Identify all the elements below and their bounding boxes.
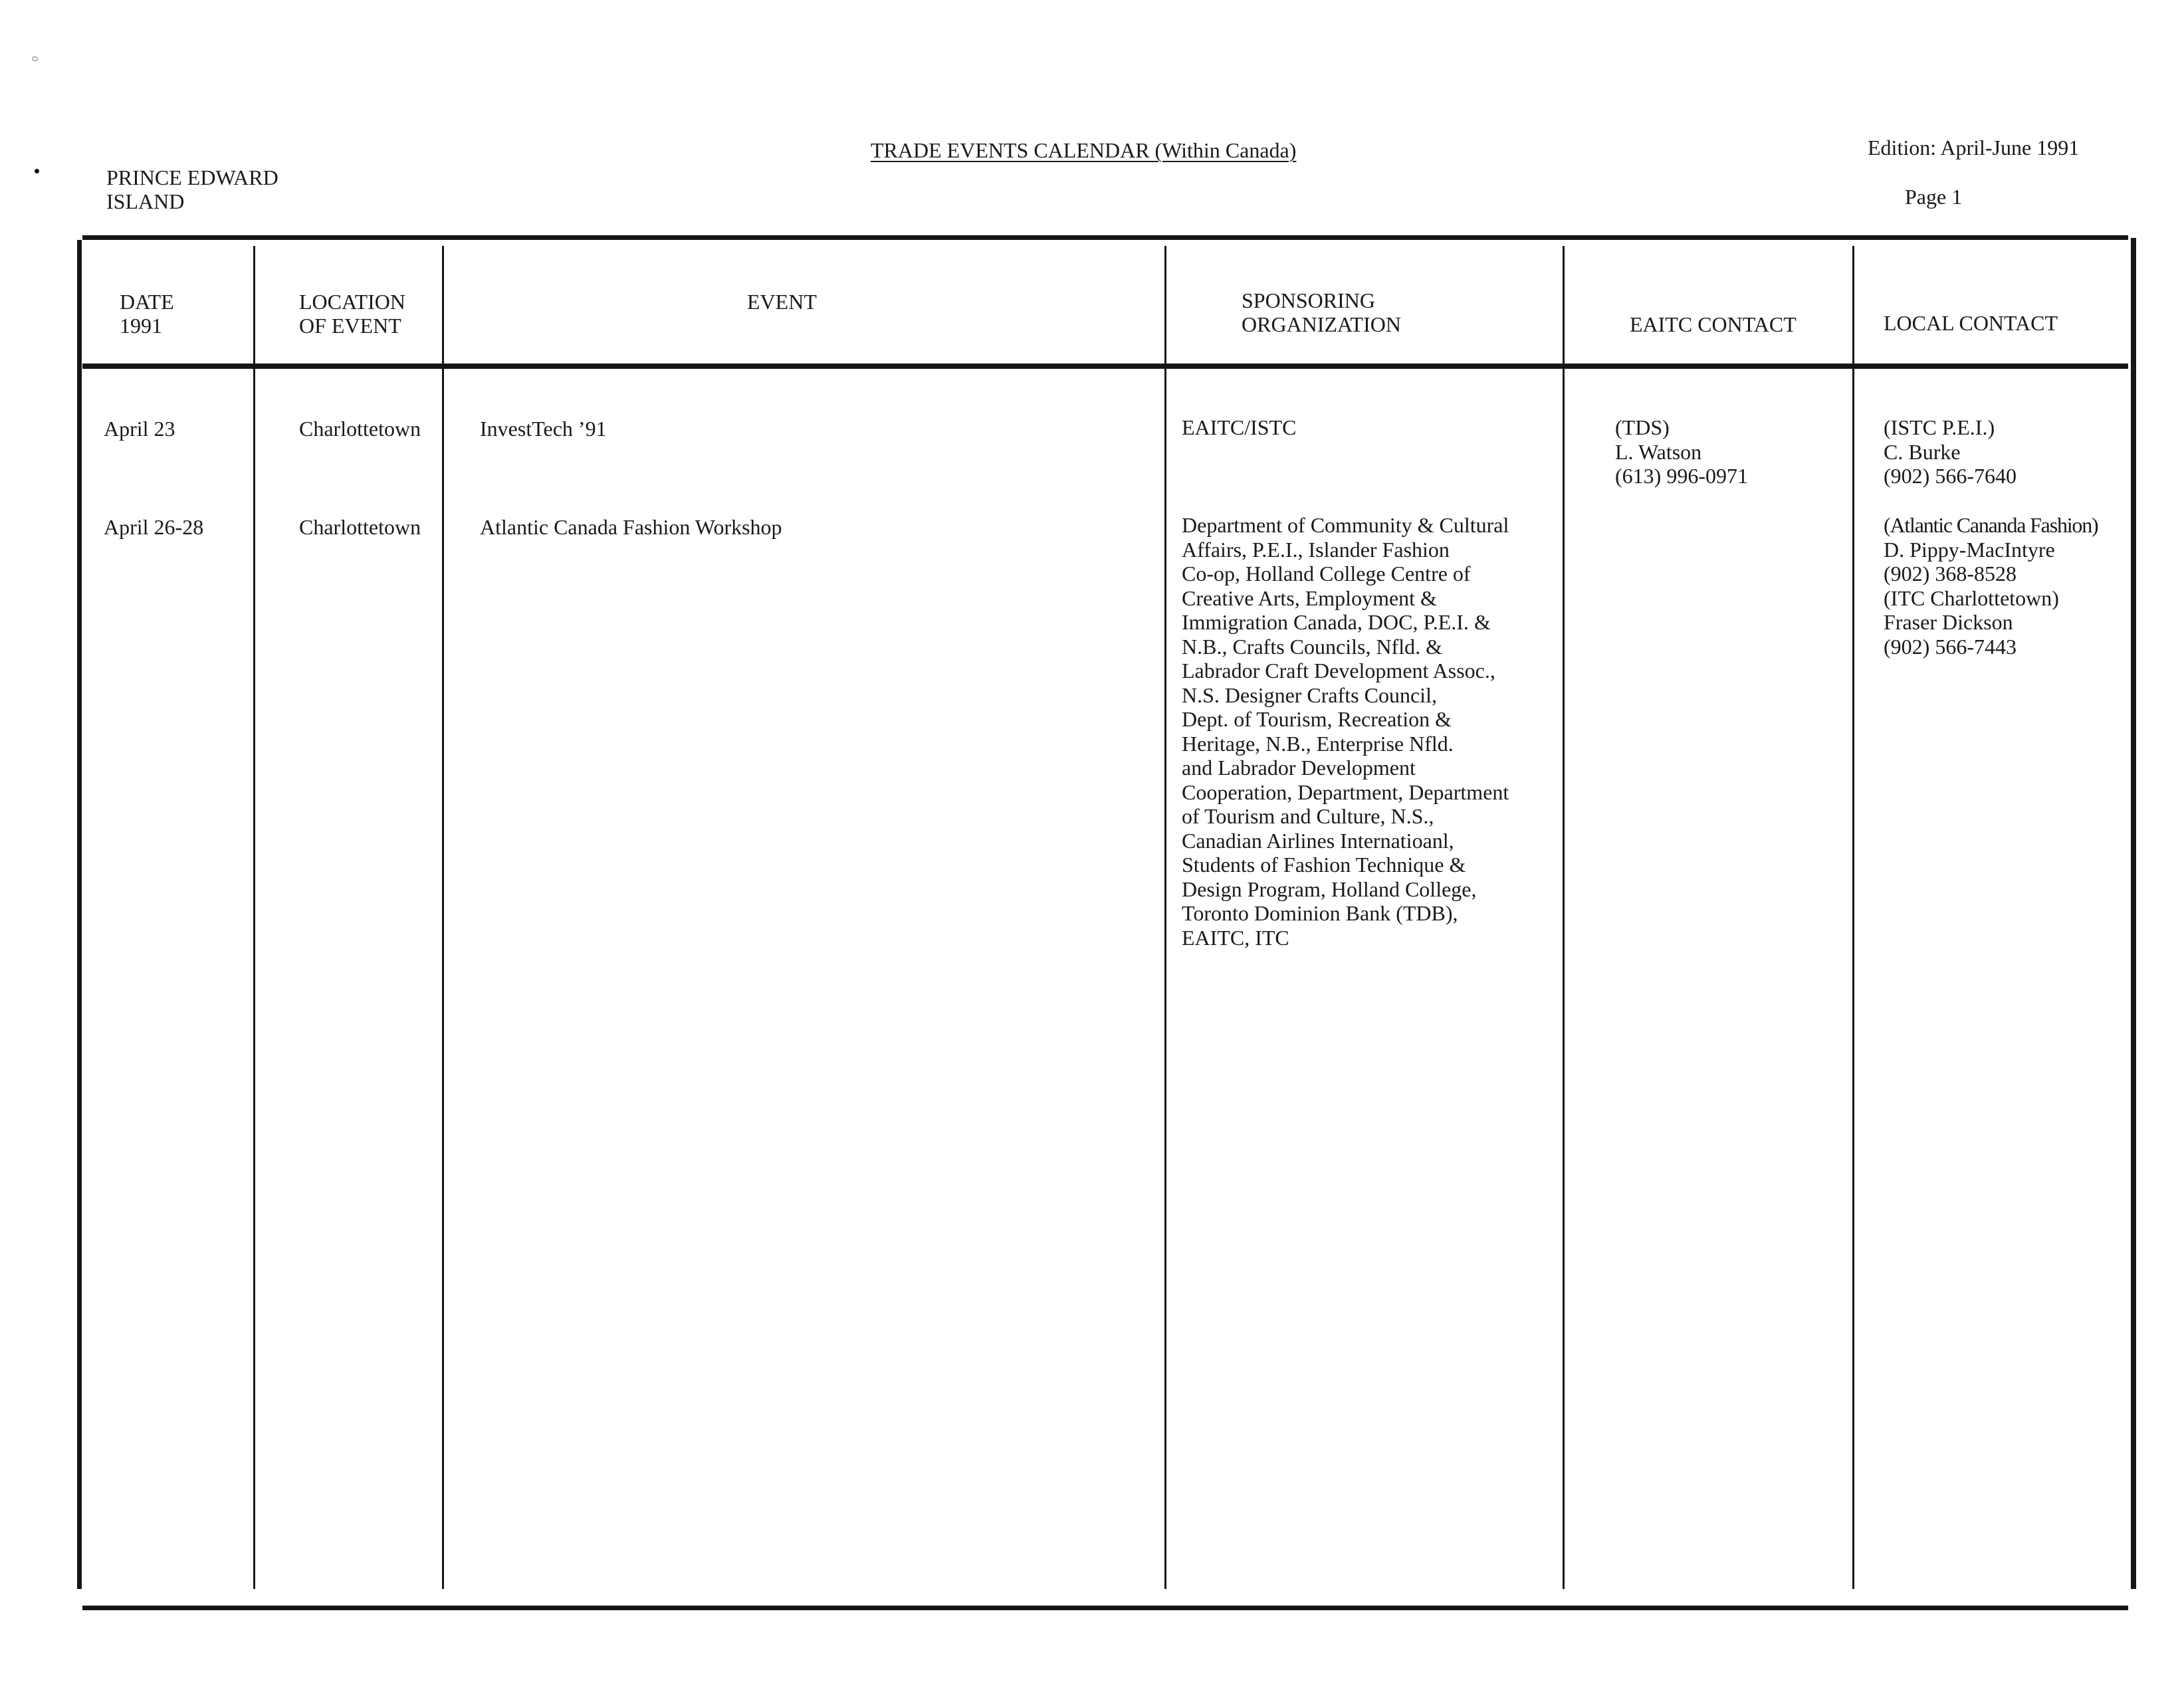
table-bottom-rule [82,1606,2128,1610]
header-bottom-rule [82,364,2128,369]
sponsor-line: Toronto Dominion Bank (TDB), [1182,901,1458,925]
sponsor-line: N.S. Designer Crafts Council, [1182,683,1437,707]
column-divider-location [442,246,444,1589]
table-right-border [2131,238,2136,1589]
cell-location: Charlottetown [299,515,421,539]
cell-date: April 23 [104,417,175,441]
cell-date: April 26-28 [104,515,204,539]
contact-line: Fraser Dickson [1884,610,2013,634]
sponsor-line: of Tourism and Culture, N.S., [1182,804,1434,828]
col-header-sponsor [1242,288,1401,336]
contact-line: (902) 566-7443 [1884,634,2017,659]
sponsor-line: EAITC, ITC [1182,925,1289,950]
contact-line: (ISTC P.E.I.) [1884,415,1995,439]
contact-line: (902) 566-7640 [1884,464,2017,488]
col-header-date-line1: DATE [120,290,174,314]
cell-event: InvestTech ’91 [480,417,607,441]
col-header-date [120,290,174,338]
page-number: Page 1 [1905,185,1963,209]
contact-line: (902) 368-8528 [1884,562,2017,585]
column-divider-eaitc [1852,246,1854,1589]
sponsor-line: N.B., Crafts Councils, Nfld. & [1182,634,1442,659]
cell-event: Atlantic Canada Fashion Workshop [480,515,782,539]
col-header-location [299,290,405,338]
contact-line: L. Watson [1615,439,1702,464]
sponsor-line: Cooperation, Department, Department [1182,780,1509,804]
sponsor-line: and Labrador Development [1182,756,1416,780]
column-divider-event [1164,246,1166,1589]
cell-sponsor [1182,513,1509,950]
sponsor-line: Heritage, N.B., Enterprise Nfld. [1182,731,1454,756]
table-top-rule [82,235,2128,240]
col-header-date-line2: 1991 [120,314,162,338]
region-name-line2: ISLAND [106,189,185,213]
table-left-border [77,240,82,1589]
col-header-location-line2: OF EVENT [299,314,401,338]
sponsor-line: Design Program, Holland College, [1182,877,1477,901]
col-header-eaitc-contact: EAITC CONTACT [1630,312,1797,336]
contact-line: D. Pippy-MacIntyre [1884,537,2055,562]
sponsor-line: Dept. of Tourism, Recreation & [1182,707,1452,731]
document-title: TRADE EVENTS CALENDAR (Within Canada) [871,138,1297,162]
sponsor-line: Affairs, P.E.I., Islander Fashion [1182,537,1450,562]
col-header-sponsor-line2: ORGANIZATION [1242,312,1401,336]
sponsor-line: Students of Fashion Technique & [1182,853,1466,877]
sponsor-line: Canadian Airlines Internatioanl, [1182,828,1454,853]
sponsor-line: Labrador Craft Development Assoc., [1182,659,1495,683]
sponsor-line: Immigration Canada, DOC, P.E.I. & [1182,610,1491,634]
sponsor-line: Department of Community & Cultural [1182,513,1509,537]
contact-line: (Atlantic Cananda Fashion) [1884,513,2098,537]
cell-location: Charlottetown [299,417,421,441]
column-divider-sponsor [1563,246,1565,1589]
column-divider-date [253,246,255,1589]
scan-speck [32,56,38,61]
contact-line: (613) 996-0971 [1615,464,1748,488]
sponsor-line: EAITC/ISTC [1182,415,1297,439]
col-header-sponsor-line1: SPONSORING [1242,288,1375,312]
col-header-local-contact: LOCAL CONTACT [1884,311,2058,335]
col-header-location-line1: LOCATION [299,290,405,314]
contact-line: C. Burke [1884,439,1961,464]
sponsor-line: Creative Arts, Employment & [1182,585,1437,610]
margin-bullet [35,169,39,173]
sponsor-line: Co-op, Holland College Centre of [1182,562,1471,585]
cell-local-contact [1884,415,2017,488]
edition-label: Edition: April-June 1991 [1868,136,2080,159]
region-name-line1: PRINCE EDWARD [106,165,278,189]
cell-local-contact [1884,513,2098,659]
cell-eaitc-contact [1615,415,1748,488]
col-header-event: EVENT [747,290,817,314]
contact-line: (TDS) [1615,415,1670,439]
contact-line: (ITC Charlottetown) [1884,585,2059,610]
cell-sponsor [1182,415,1296,440]
